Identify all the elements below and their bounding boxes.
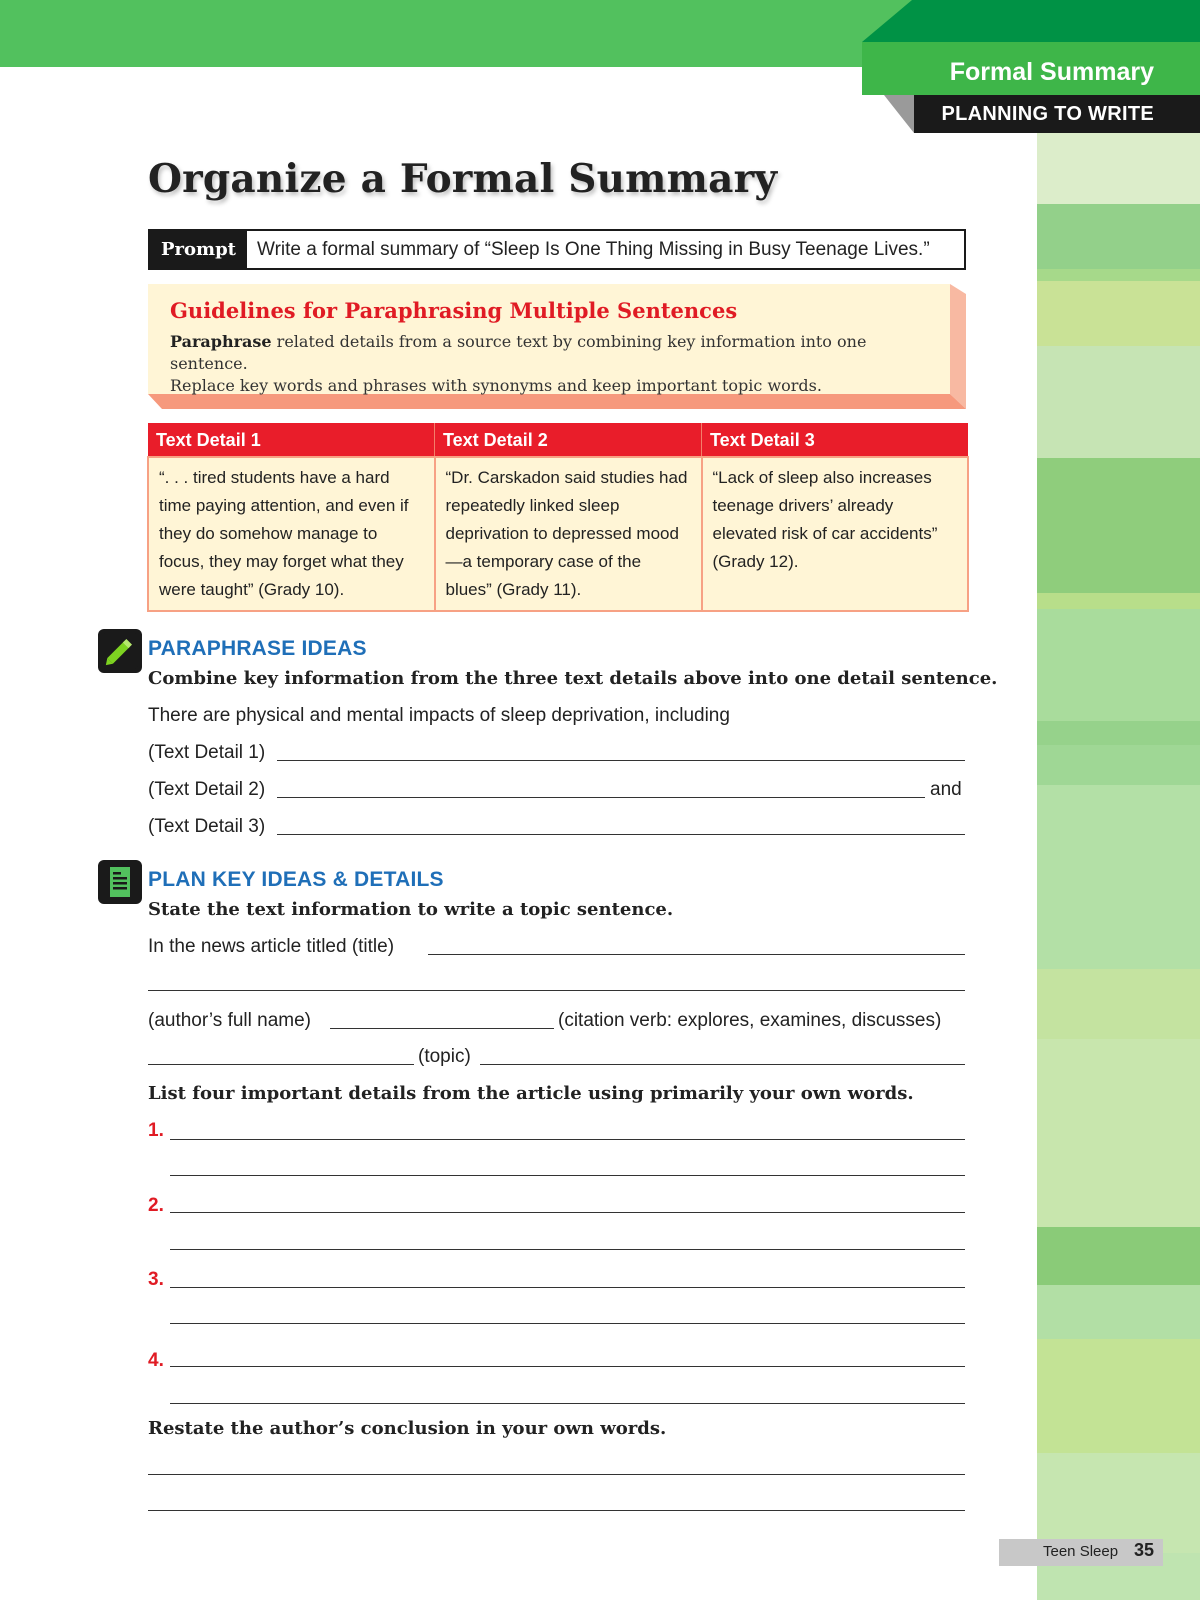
prompt-box bbox=[148, 229, 966, 270]
column-header: Text Detail 2 bbox=[435, 423, 702, 457]
detail-number-3: 3. bbox=[148, 1269, 164, 1290]
page-number: 35 bbox=[1134, 1540, 1155, 1560]
plan-heading: PLAN KEY IDEAS & DETAILS bbox=[148, 868, 444, 891]
guidelines-term: Paraphrase bbox=[170, 332, 272, 351]
pencil-icon bbox=[98, 629, 142, 673]
header-corner bbox=[862, 0, 1200, 42]
conclusion-instruction: Restate the author’s conclusion in your own words. bbox=[148, 1418, 667, 1439]
and-label: and bbox=[930, 779, 962, 800]
detail-number-4: 4. bbox=[148, 1350, 164, 1371]
side-color-strip bbox=[1037, 133, 1200, 1600]
detail-2-line[interactable] bbox=[170, 1212, 965, 1213]
footer-label: Teen Sleep bbox=[1043, 1543, 1119, 1560]
author-line[interactable] bbox=[330, 1028, 554, 1029]
paraphrase-heading: PARAPHRASE IDEAS bbox=[148, 637, 367, 660]
text-detail-2-line[interactable] bbox=[277, 797, 925, 798]
paraphrase-intro: There are physical and mental impacts of sleep deprivation, including bbox=[148, 705, 730, 726]
text-detail-2-label: (Text Detail 2) bbox=[148, 779, 266, 800]
guidelines-line2: Replace key words and phrases with synonyms and keep important topic words. bbox=[170, 376, 822, 395]
guidelines-title: Guidelines for Paraphrasing Multiple Sentences bbox=[170, 298, 738, 323]
article-title-line[interactable] bbox=[428, 954, 965, 955]
page-title: Organize a Formal Summary bbox=[148, 156, 778, 202]
conclusion-line-2[interactable] bbox=[148, 1510, 965, 1511]
tab-shadow bbox=[884, 95, 914, 133]
article-title-label: In the news article titled (title) bbox=[148, 936, 395, 957]
detail-number-1: 1. bbox=[148, 1120, 164, 1141]
detail-3-line-2[interactable] bbox=[170, 1323, 965, 1324]
column-header: Text Detail 1 bbox=[148, 423, 435, 457]
text-detail-1-label: (Text Detail 1) bbox=[148, 742, 266, 763]
table-cell: “. . . tired students have a hard time paying attention, and even if they do somehow manage to focus, they may forget what they were taught” (Grady 10). bbox=[148, 457, 435, 611]
conclusion-line[interactable] bbox=[148, 1474, 965, 1475]
detail-1-line[interactable] bbox=[170, 1139, 965, 1140]
text-detail-3-line[interactable] bbox=[277, 834, 965, 835]
text-details-table bbox=[147, 423, 969, 612]
paraphrase-instruction: Combine key information from the three text details above into one detail sentence. bbox=[148, 668, 998, 689]
text-detail-3-label: (Text Detail 3) bbox=[148, 816, 266, 837]
guidelines-box-edge bbox=[950, 284, 966, 409]
plan-instruction: State the text information to write a topic sentence. bbox=[148, 899, 674, 920]
column-header: Text Detail 3 bbox=[702, 423, 969, 457]
topic-label: (topic) bbox=[418, 1046, 471, 1067]
list-instruction: List four important details from the article using primarily your own words. bbox=[148, 1083, 914, 1104]
prompt-text: Write a formal summary of “Sleep Is One Thing Missing in Busy Teenage Lives.” bbox=[256, 238, 930, 260]
prompt-label: Prompt bbox=[150, 231, 247, 268]
detail-1-line-2[interactable] bbox=[170, 1175, 965, 1176]
author-label: (author’s full name) bbox=[148, 1010, 311, 1031]
topic-line[interactable] bbox=[480, 1064, 965, 1065]
detail-2-line-2[interactable] bbox=[170, 1249, 965, 1250]
guidelines-body bbox=[170, 331, 940, 397]
table-header-row bbox=[148, 423, 968, 457]
text-detail-1-line[interactable] bbox=[277, 760, 965, 761]
document-icon bbox=[98, 860, 142, 904]
table-cell: “Lack of sleep also increases teenage drivers’ already elevated risk of car accidents” (Grady 12). bbox=[702, 457, 969, 611]
detail-4-line[interactable] bbox=[170, 1366, 965, 1367]
guidelines-line1: related details from a source text by combining key information into one sentence. bbox=[170, 332, 867, 373]
citation-verb-line[interactable] bbox=[148, 1064, 414, 1065]
table-row bbox=[148, 457, 968, 611]
table-cell: “Dr. Carskadon said studies had repeatedly linked sleep deprivation to depressed mood—a temporary case of the blues” (Grady 11). bbox=[435, 457, 702, 611]
detail-number-2: 2. bbox=[148, 1195, 164, 1216]
section-tab-title: Formal Summary bbox=[862, 42, 1200, 95]
citation-verb-label: (citation verb: explores, examines, discusses) bbox=[558, 1010, 942, 1031]
detail-3-line[interactable] bbox=[170, 1287, 965, 1288]
article-title-line-2[interactable] bbox=[148, 990, 965, 991]
section-tab-subtitle: PLANNING TO WRITE bbox=[914, 95, 1200, 133]
detail-4-line-2[interactable] bbox=[170, 1403, 965, 1404]
